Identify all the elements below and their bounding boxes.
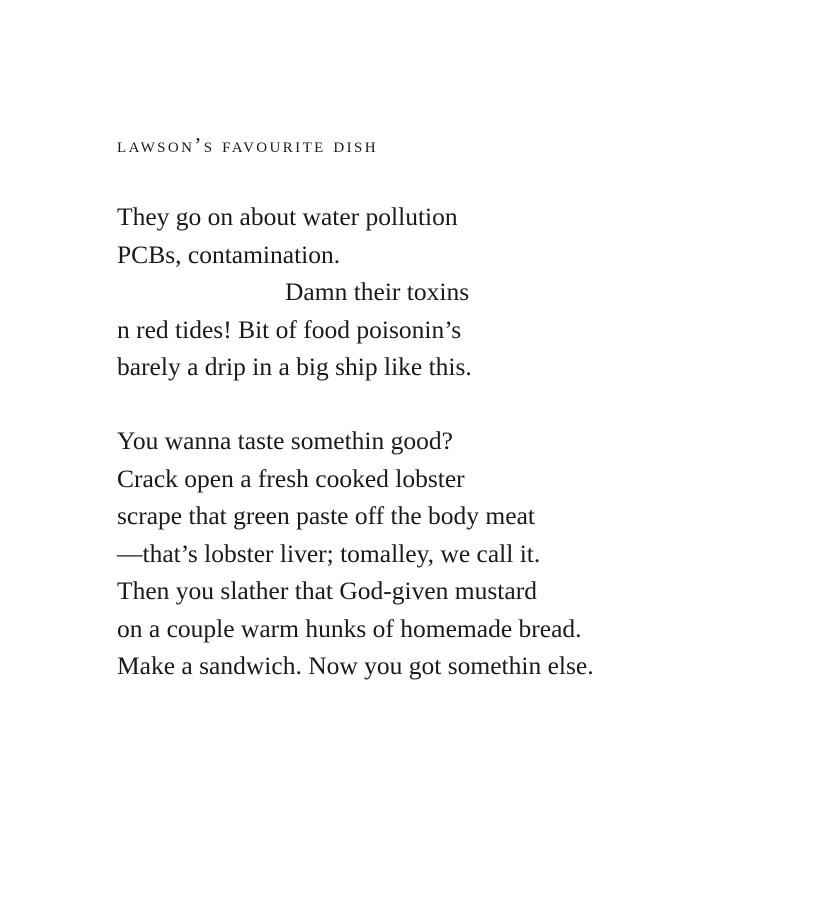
poem-line: Crack open a fresh cooked lobster: [117, 463, 465, 493]
poem-line: on a couple warm hunks of homemade bread.: [117, 613, 582, 643]
poem-line: They go on about water pollution: [117, 202, 458, 231]
poem-line: n red tides! Bit of food poisonin’s: [117, 314, 462, 344]
poem-line: —that’s lobster liver; tomalley, we call it.: [117, 538, 541, 568]
poem-line: You wanna taste somethin good?: [117, 426, 453, 455]
poem-line-indented: Damn their toxins: [285, 277, 470, 306]
stanza-1: [117, 198, 472, 386]
poem-line: Then you slather that God-given mustard: [117, 576, 537, 605]
poem-line: Make a sandwich. Now you got somethin else.: [117, 651, 594, 680]
poem-title: lawson’s favourite dish: [117, 133, 378, 157]
stanza-2: [117, 422, 594, 685]
poem-line: barely a drip in a big ship like this.: [117, 352, 472, 381]
poem-line: PCBs, contamination.: [117, 239, 341, 269]
poem-line: scrape that green paste off the body meat: [117, 501, 535, 530]
